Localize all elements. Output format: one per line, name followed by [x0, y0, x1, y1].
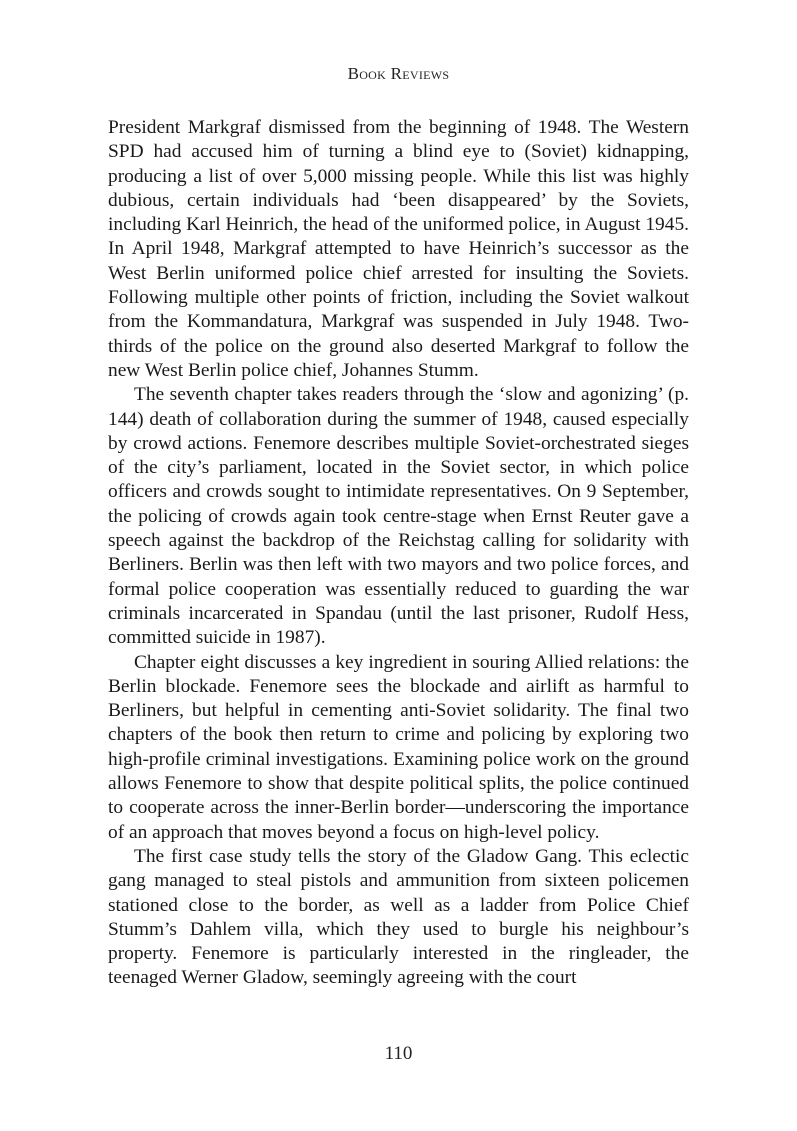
running-head: Book Reviews [347, 64, 450, 83]
body-text [108, 116, 689, 991]
paragraph-continued: President Markgraf dismissed from the beginning of 1948. The Western SPD had accused him of turning a blind eye to (Soviet) kidnapping, producing a list of over 5,000 missing people. While this list was highly dubious, certain individuals had ‘been disappeared’ by the Soviets, including Karl Heinrich, the head of the uniformed police, in August 1945. In April 1948, Markgraf attempted to have Heinrich’s successor as the West Berlin uniformed police chief arrested for insulting the Soviets. Following multiple other points of friction, including the Soviet walkout from the Kommandatura, Markgraf was suspended in July 1948. Two-thirds of the police on the ground also deserted Markgraf to follow the new West Berlin police chief, Johannes Stumm. [108, 117, 689, 381]
paragraph: Chapter eight discusses a key ingredient in souring Allied relations: the Berlin blockade. Fenemore sees the blockade and airlift as harmful to Berliners, but helpful in cementing anti-Soviet solidarity. The final two chapters of the book then return to crime and policing by exploring two high-profile criminal investigations. Examining police work on the ground allows Fenemore to show that despite political splits, the police continued to cooperate across the inner-Berlin border—underscoring the importance of an approach that moves beyond a focus on high-level policy. [108, 651, 689, 843]
page-number: 110 [384, 1043, 413, 1064]
paragraph: The seventh chapter takes readers through the ‘slow and agonizing’ (p. 144) death of collaboration during the summer of 1948, caused especially by crowd actions. Fenemore describes multiple Soviet-orchestrated sieges of the city’s parliament, located in the Soviet sector, in which police officers and crowds sought to intimidate representatives. On 9 September, the policing of crowds again took centre-stage when Ernst Reuter gave a speech against the backdrop of the Reichstag calling for solidarity with Berliners. Berlin was then left with two mayors and two police forces, and formal police cooperation was essentially reduced to guarding the war criminals incarcerated in Spandau (until the last prisoner, Rudolf Hess, committed suicide in 1987). [108, 384, 689, 649]
paragraph: The first case study tells the story of the Gladow Gang. This eclectic gang managed to steal pistols and ammunition from sixteen policemen stationed close to the border, as well as a ladder from Police Chief Stumm’s Dahlem villa, which they used to burgle his neighbour’s property. Fenemore is particularly interested in the ringleader, the teenaged Werner Gladow, seemingly agreeing with the court [108, 845, 689, 989]
